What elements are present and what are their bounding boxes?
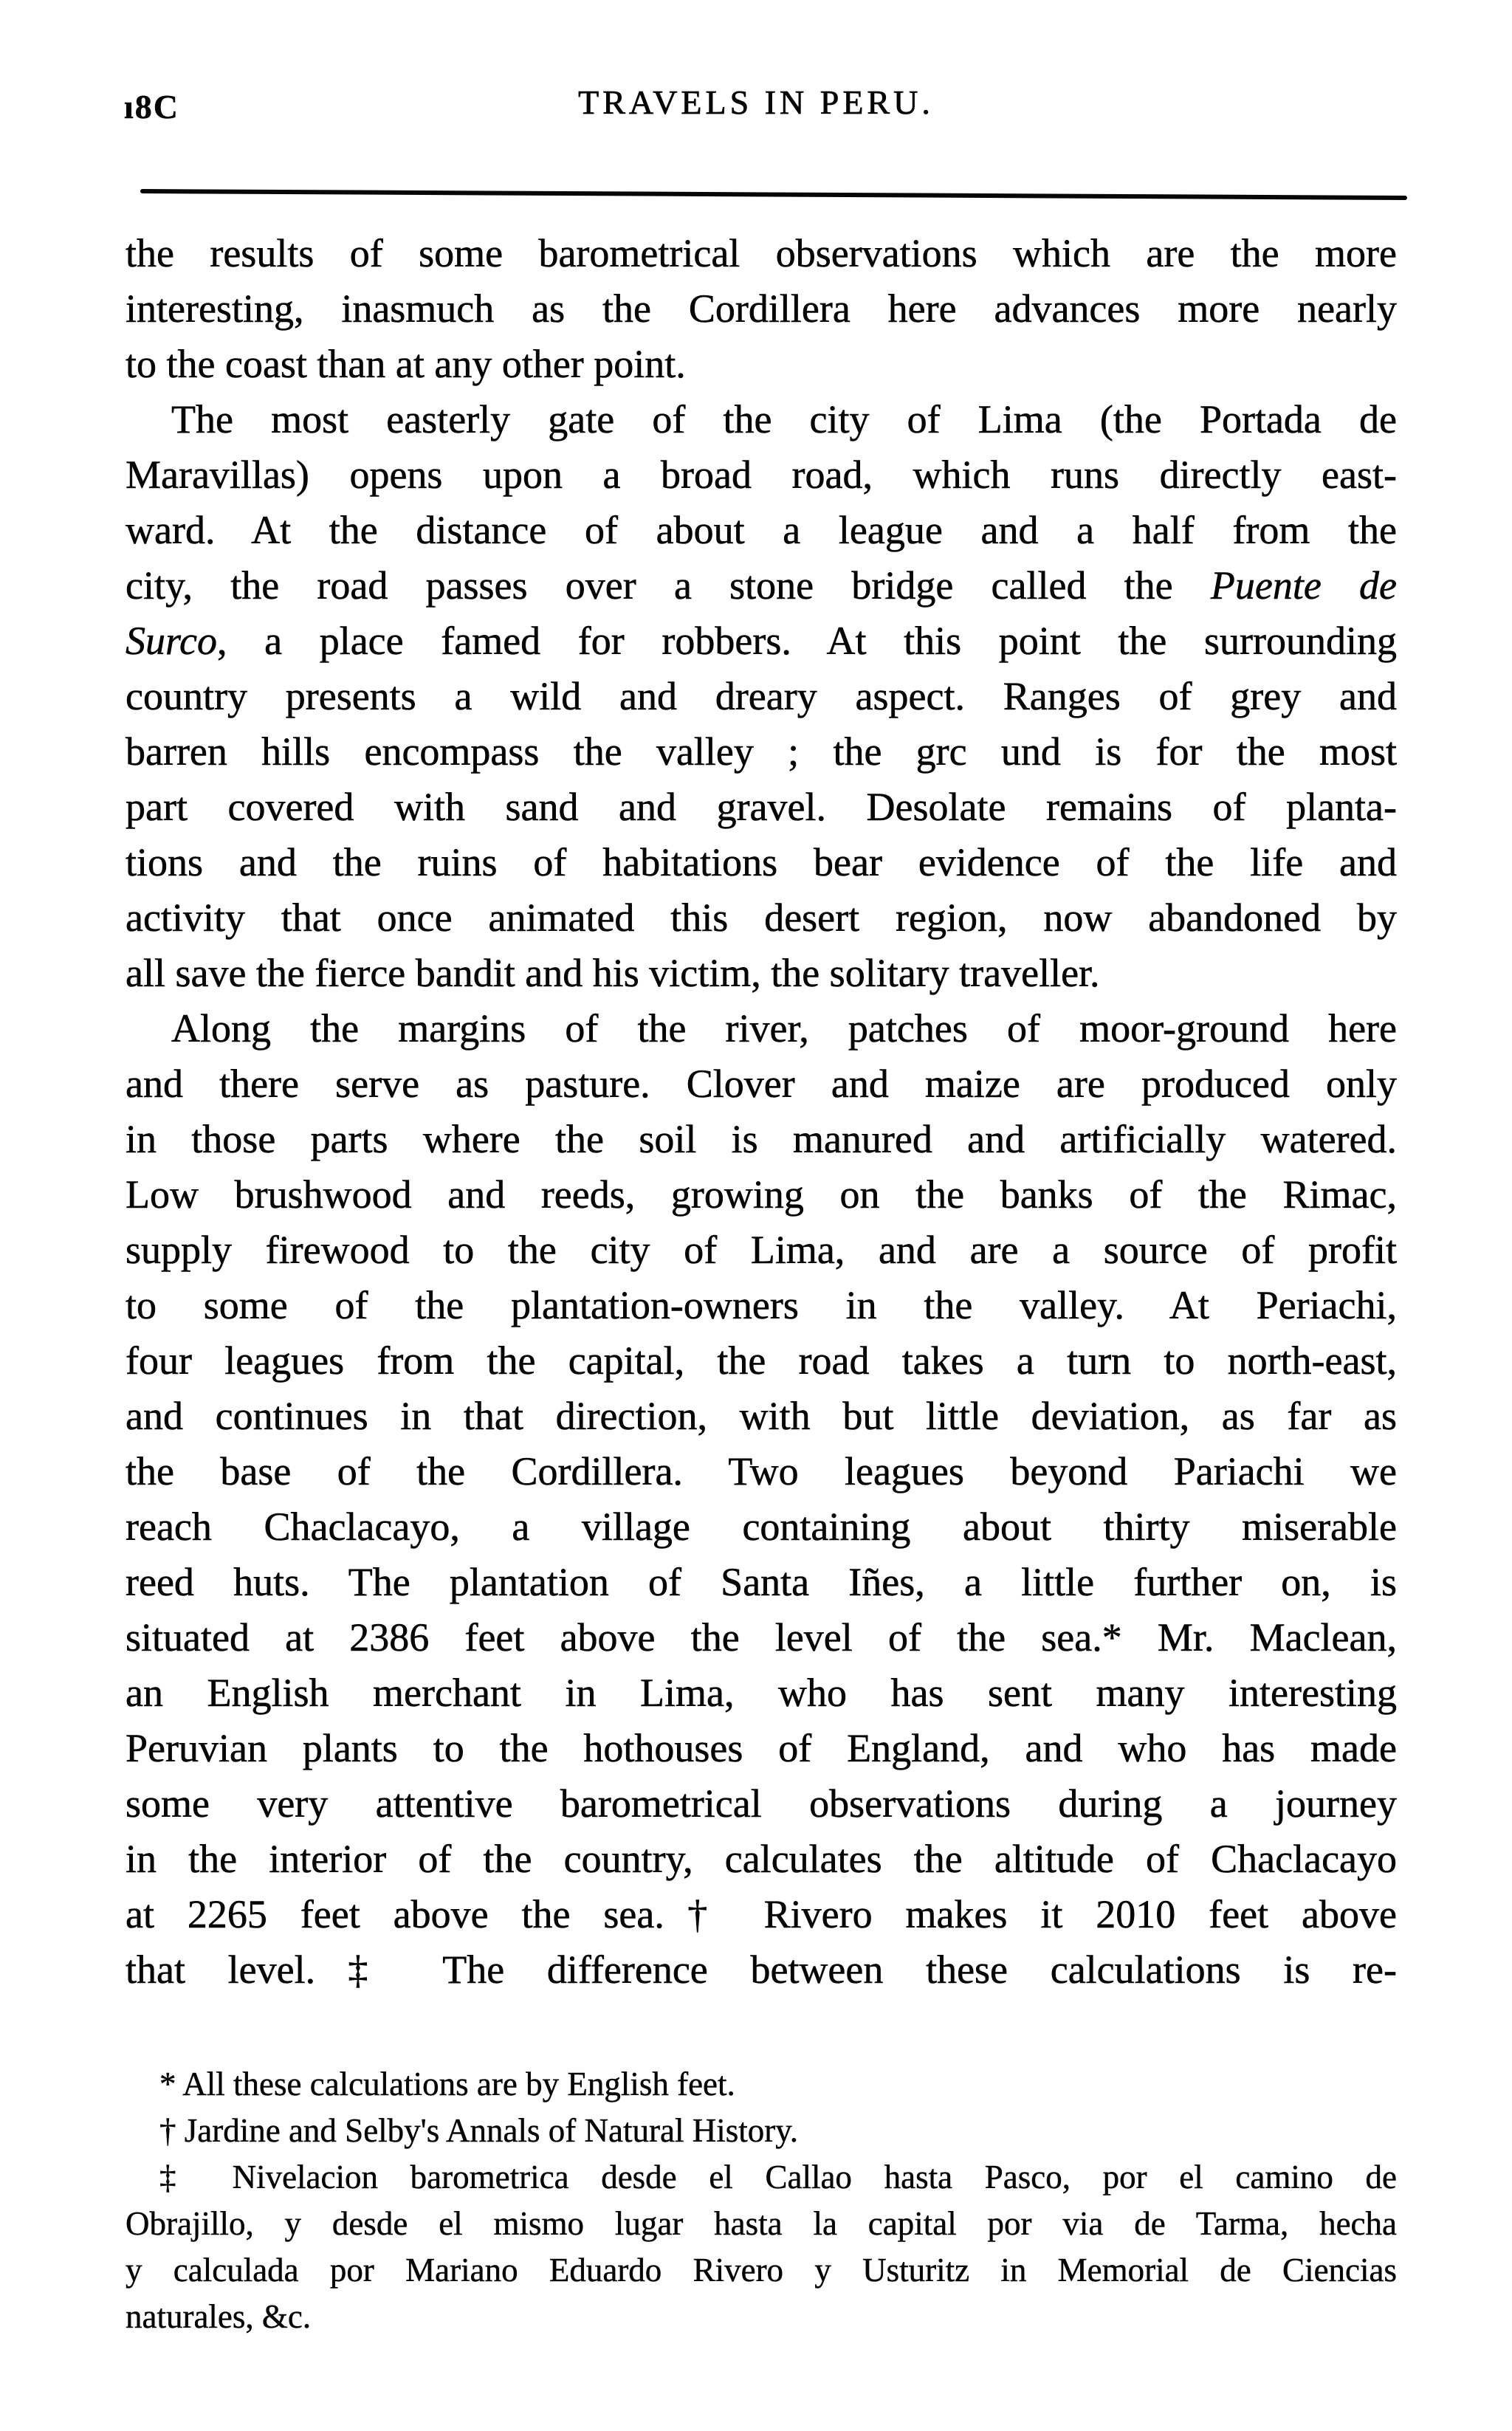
body-text-line: four leagues from the capital, the road takes a turn to north-east, [126,1338,1397,1383]
body-text-line: the base of the Cordillera. Two leagues beyond Pariachi we [126,1449,1397,1493]
body-text-line: activity that once animated this desert region, now abandoned by [126,895,1397,940]
body-text-line: an English merchant in Lima, who has sent many interesting [126,1671,1397,1715]
body-text-line: that level.‡ The difference between these calculations is re- [126,1947,1397,1992]
footnote-line: ‡ Nivelacion barometrica desde el Callao hasta Pasco, por el camino de [159,2159,1397,2196]
footnote-line: y calculada por Mariano Eduardo Rivero y Usturitz in Memorial de Ciencias [126,2252,1397,2289]
header-rule-divider [140,189,1407,200]
body-text-line: and continues in that direction, with but little deviation, as far as [126,1394,1397,1438]
body-text-line: Maravillas) opens upon a broad road, which runs directly east- [126,453,1397,497]
body-text-line: The most easterly gate of the city of Lima (the Portada de [171,397,1397,441]
body-text-line: Along the margins of the river, patches of moor-ground here [171,1006,1397,1051]
body-text-line: reed huts. The plantation of Santa Iñes, a little further on, is [126,1560,1397,1604]
footnotes [126,2061,1397,2340]
footnote-line: naturales, &c. [126,2298,312,2335]
body-text-line: Low brushwood and reeds, growing on the banks of the Rimac, [126,1172,1397,1217]
body-text-line: situated at 2386 feet above the level of the sea.* Mr. Maclean, [126,1615,1397,1660]
footnote-line: † Jardine and Selby's Annals of Natural History. [159,2112,799,2149]
body-text-line: city, the road passes over a stone bridge called the Puente de [126,563,1397,608]
body-text-line: and there serve as pasture. Clover and maize are produced only [126,1062,1397,1106]
body-text-line: Surco, a place famed for robbers. At this point the surrounding [126,619,1397,663]
body-text-line: at 2265 feet above the sea.† Rivero makes it 2010 feet above [126,1892,1397,1936]
body-text-line: the results of some barometrical observations which are the more [126,231,1397,275]
footnote-line: * All these calculations are by English feet. [159,2066,735,2102]
body-text-line: interesting, inasmuch as the Cordillera here advances more nearly [126,286,1397,331]
page-header [0,83,1512,134]
body-text-line: to some of the plantation-owners in the valley. At Periachi, [126,1283,1397,1327]
body-text-line: to the coast than at any other point. [126,342,686,386]
page-number: ı8C [124,88,179,125]
body-text-line: barren hills encompass the valley ; the grc und is for the most [126,729,1397,774]
body-text-line: country presents a wild and dreary aspect. Ranges of grey and [126,674,1397,718]
footnote-line: Obrajillo, y desde el mismo lugar hasta la capital por via de Tarma, hecha [126,2205,1397,2242]
body-text-line: reach Chaclacayo, a village containing about thirty miserable [126,1505,1397,1549]
body-text-line: part covered with sand and gravel. Desolate remains of planta- [126,785,1397,829]
body-text-line: Peruvian plants to the hothouses of England, and who has made [126,1726,1397,1770]
body-text-line: in those parts where the soil is manured and artificially watered. [126,1117,1397,1161]
body-text-line: ward. At the distance of about a league and a half from the [126,508,1397,552]
body-text-line: supply firewood to the city of Lima, and are a source of profit [126,1228,1397,1272]
page-title: TRAVELS IN PERU. [578,83,934,121]
body-text-line: some very attentive barometrical observations during a journey [126,1781,1397,1826]
body-text [126,226,1397,1998]
body-text-line: tions and the ruins of habitations bear evidence of the life and [126,840,1397,884]
body-text-line: in the interior of the country, calculates the altitude of Chaclacayo [126,1837,1397,1881]
body-text-line: all save the fierce bandit and his victim, the solitary traveller. [126,951,1100,995]
